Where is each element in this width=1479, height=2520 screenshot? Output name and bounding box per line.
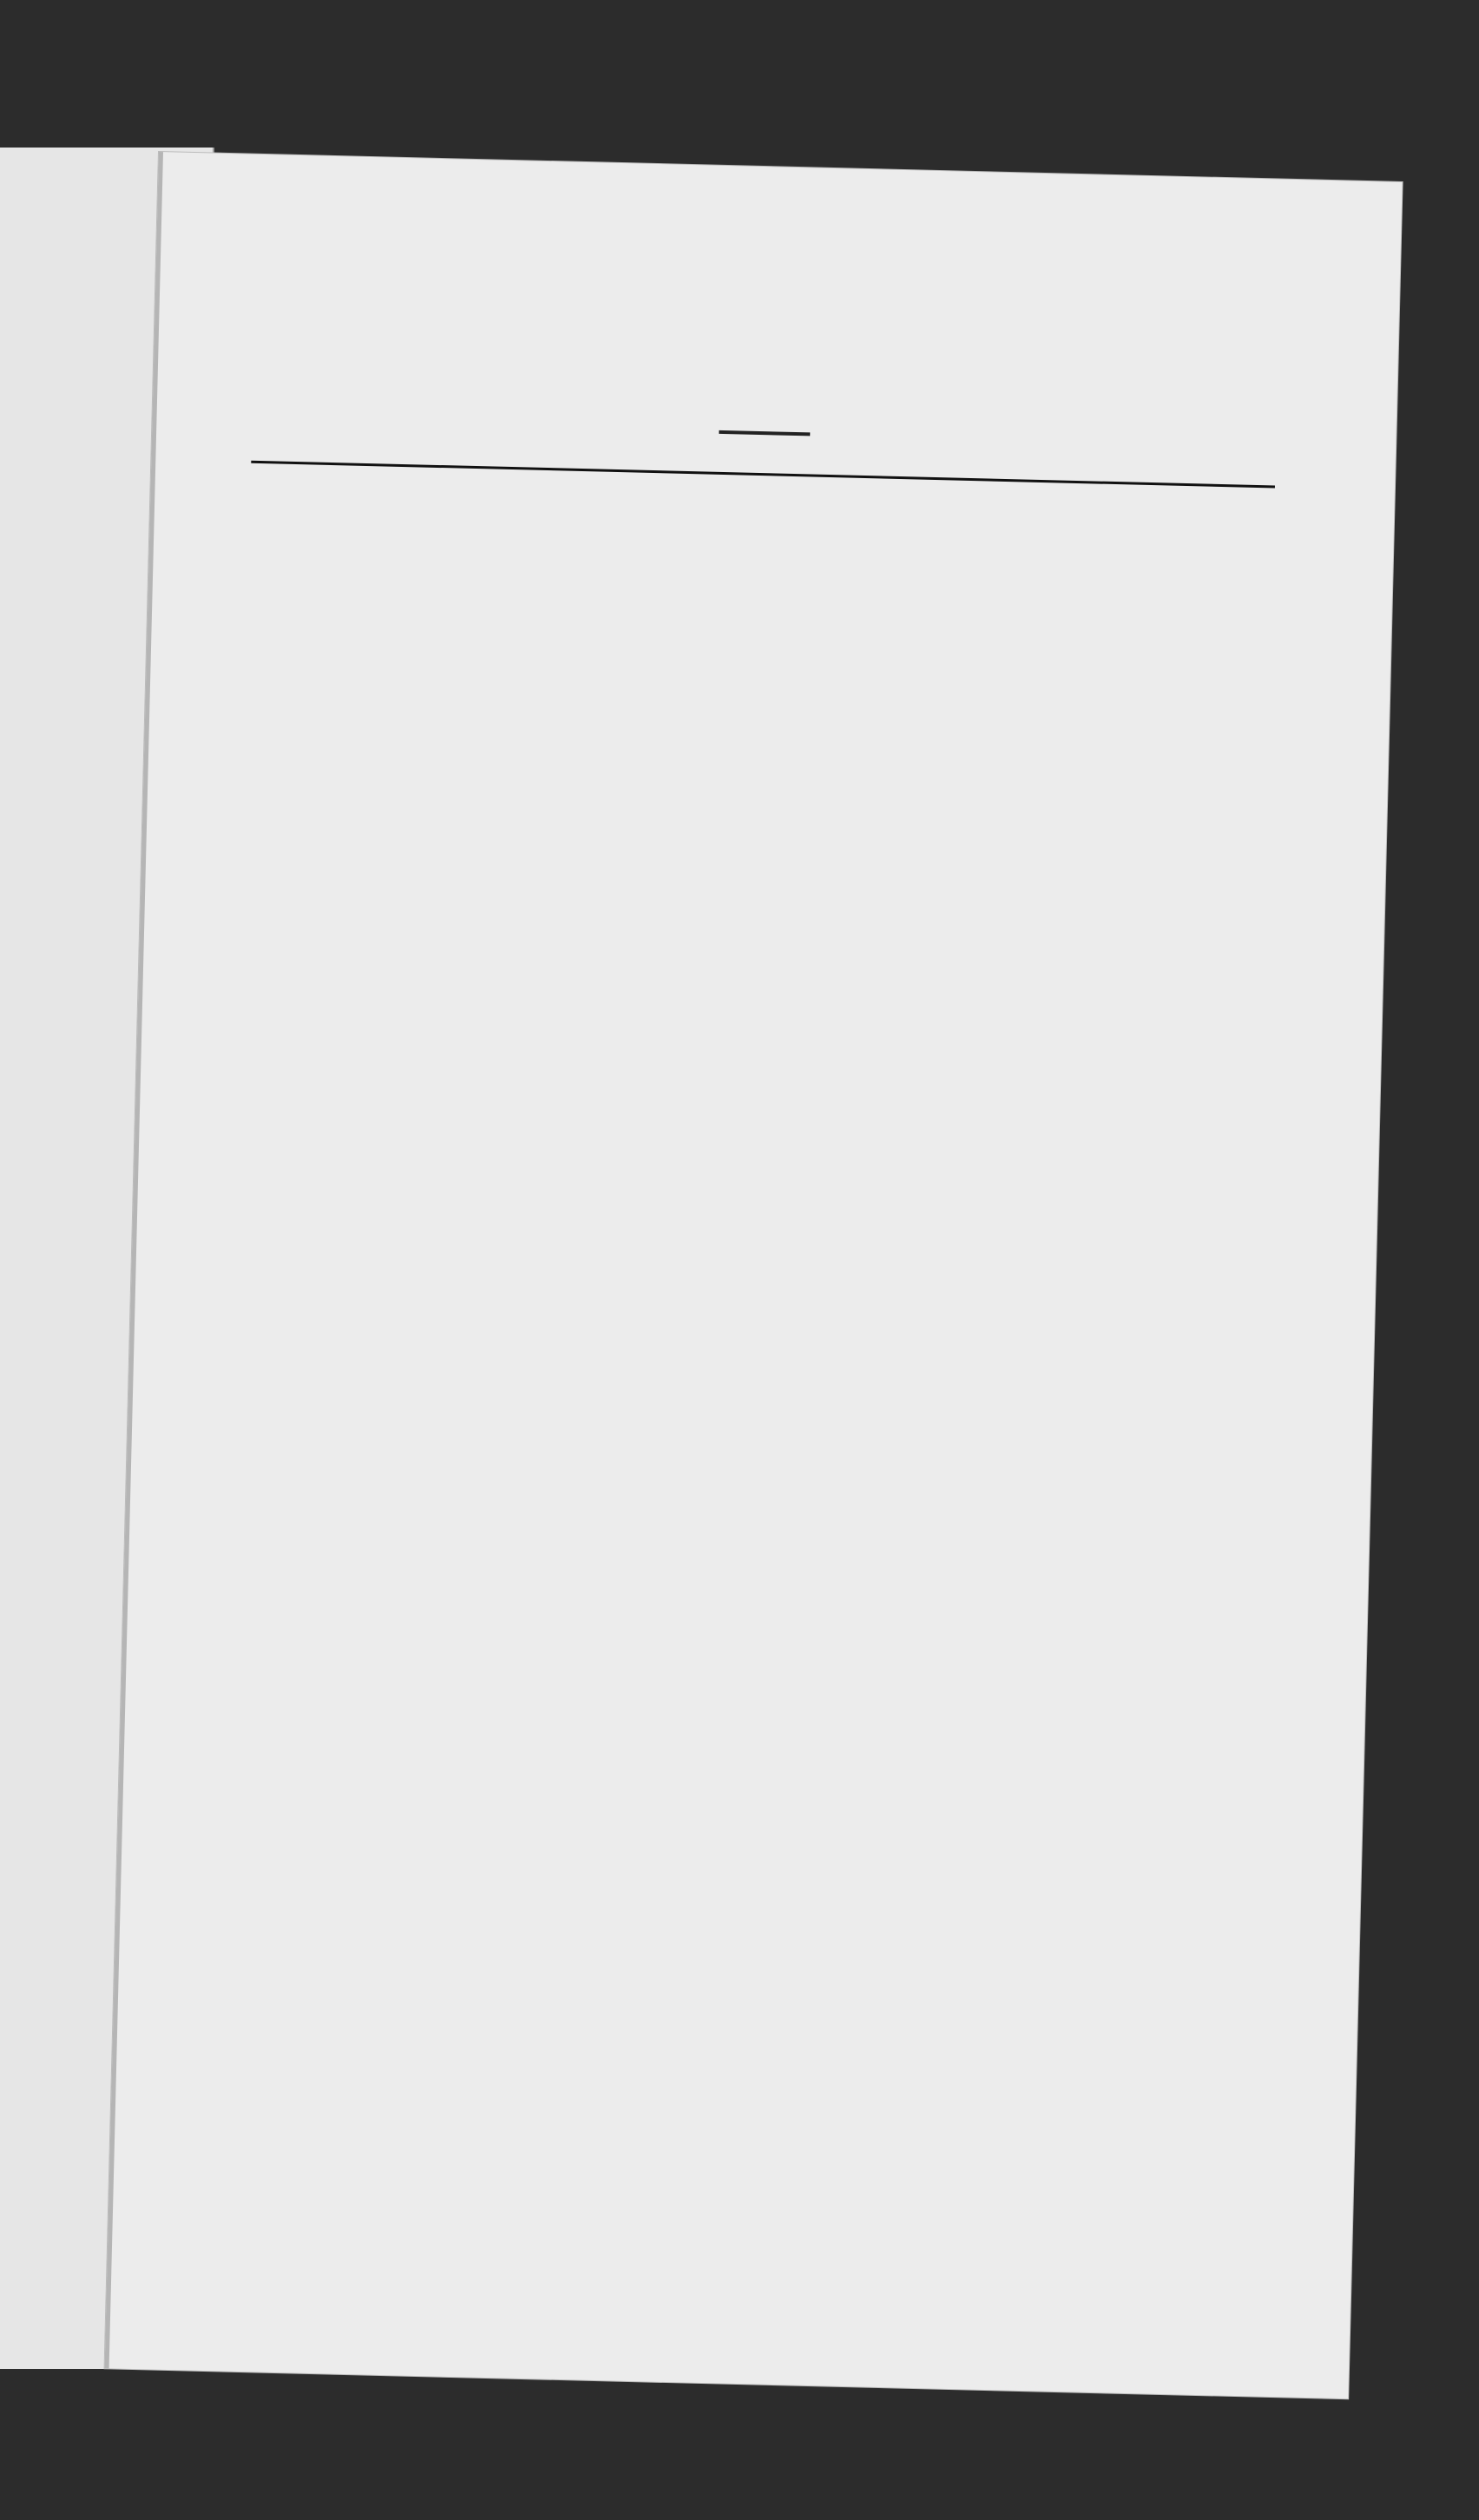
right-page — [105, 152, 1403, 2399]
footer-advertisement — [251, 482, 1275, 508]
footer-rule — [251, 461, 1275, 489]
section-divider — [719, 430, 810, 436]
page-content — [251, 306, 1279, 508]
running-header — [253, 306, 1279, 410]
